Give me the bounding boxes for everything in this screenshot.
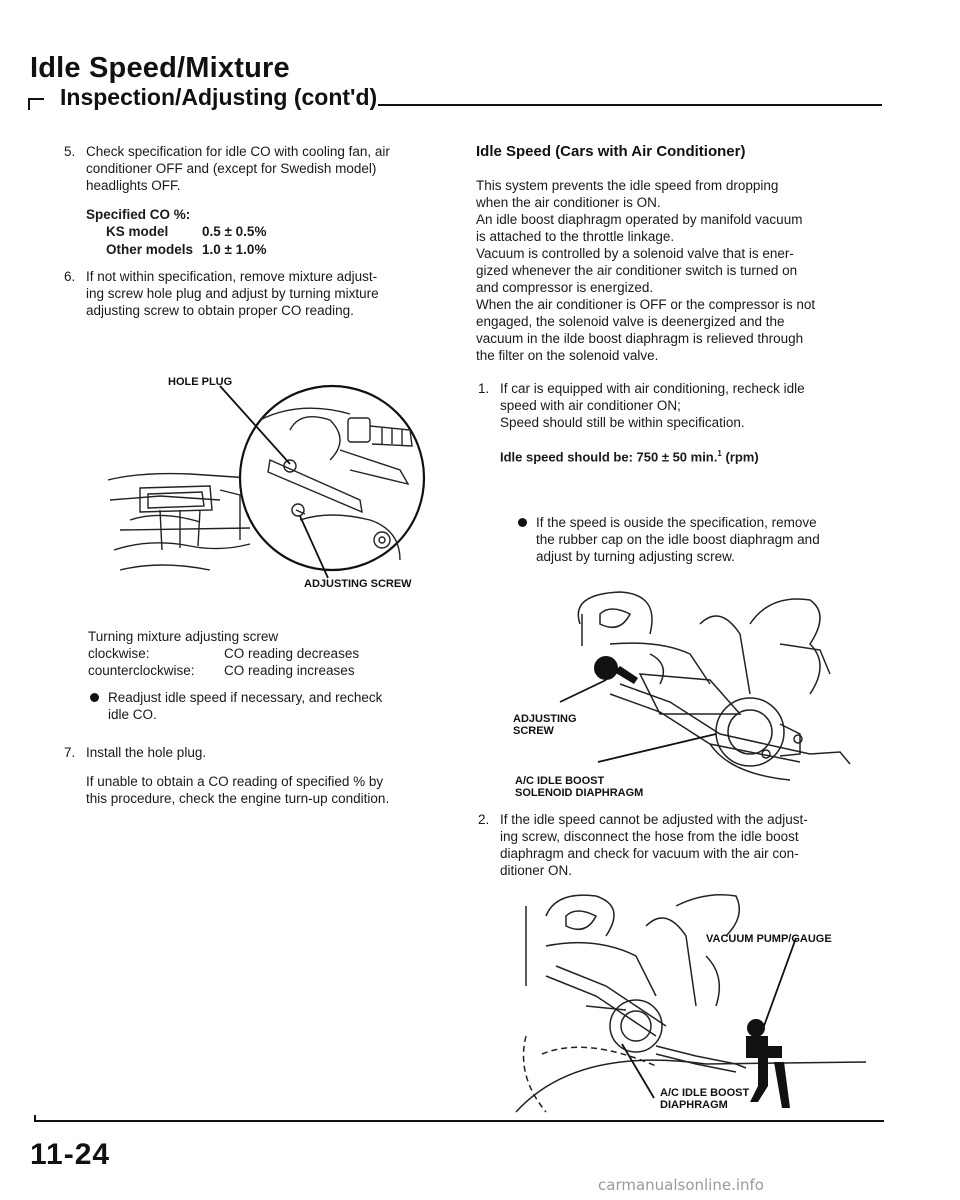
step-number: 6. bbox=[64, 269, 76, 284]
section-bracket-vertical bbox=[28, 98, 30, 110]
cw-label: clockwise: bbox=[88, 646, 150, 661]
text-line: adjusting screw to obtain proper CO reading. bbox=[86, 303, 354, 318]
text-line: and compressor is energized. bbox=[476, 280, 654, 295]
text-line: engaged, the solenoid valve is deenergized and the bbox=[476, 314, 785, 329]
hole-plug-figure bbox=[100, 360, 440, 600]
idle-speed-spec bbox=[500, 445, 878, 465]
right-bullet bbox=[518, 514, 878, 565]
text-line: If unable to obtain a CO reading of specified % by bbox=[86, 774, 384, 789]
text-line: the filter on the solenoid valve. bbox=[476, 348, 659, 363]
spec-ks-value: 0.5 ± 0.5% bbox=[202, 224, 267, 239]
left-bullet bbox=[90, 689, 450, 723]
ccw-value: CO reading increases bbox=[224, 663, 355, 678]
ccw-label: counterclockwise: bbox=[88, 663, 195, 678]
right-heading: Idle Speed (Cars with Air Conditioner) bbox=[476, 143, 746, 160]
page-number: 11-24 bbox=[30, 1138, 111, 1171]
text-line: When the air conditioner is OFF or the compressor is not bbox=[476, 297, 816, 312]
label-screw: SCREW bbox=[513, 725, 554, 737]
text-line: vacuum in the ilde boost diaphragm is relieved through bbox=[476, 331, 804, 346]
label-adjusting-screw: ADJUSTING SCREW bbox=[304, 578, 412, 590]
section-rule bbox=[378, 104, 882, 106]
label-diaphragm: DIAPHRAGM bbox=[660, 1099, 728, 1111]
text-line: ditioner ON. bbox=[500, 863, 573, 878]
text-line: If the speed is ouside the specification, remove bbox=[536, 515, 817, 530]
bullet-icon bbox=[518, 518, 527, 527]
section-bracket bbox=[28, 98, 44, 100]
watermark: carmanualsonline.info bbox=[598, 1176, 764, 1194]
text-line: speed with air conditioner ON; bbox=[500, 398, 681, 413]
turning-table bbox=[88, 628, 448, 679]
bottom-rule bbox=[34, 1120, 884, 1122]
text-line: diaphragm and check for vacuum with the air con- bbox=[500, 846, 799, 861]
text-line: is attached to the throttle linkage. bbox=[476, 229, 675, 244]
text-line: this procedure, check the engine turn-up condition. bbox=[86, 791, 390, 806]
text-line: An idle boost diaphragm operated by manifold vacuum bbox=[476, 212, 803, 227]
text-line: idle CO. bbox=[108, 707, 157, 722]
text-line: when the air conditioner is ON. bbox=[476, 195, 661, 210]
label-adjusting: ADJUSTING bbox=[513, 713, 577, 725]
bottom-rule-tick bbox=[34, 1115, 36, 1122]
label-ac-solenoid bbox=[515, 775, 643, 799]
spec-unit: (rpm) bbox=[725, 449, 759, 465]
vacuum-gauge-figure bbox=[506, 886, 876, 1116]
adjusting-screw-figure bbox=[510, 584, 880, 794]
section-title: Inspection/Adjusting (cont'd) bbox=[60, 84, 378, 110]
text-line: headlights OFF. bbox=[86, 178, 181, 193]
label-vacuum-pump-gauge: VACUUM PUMP/GAUGE bbox=[706, 933, 832, 945]
label-solenoid-diaphragm: SOLENOID DIAPHRAGM bbox=[515, 787, 644, 799]
label-adjusting-screw-2 bbox=[513, 713, 577, 737]
label-ac-idle-boost-2: A/C IDLE BOOST bbox=[660, 1087, 750, 1099]
step-number: 7. bbox=[64, 745, 76, 760]
text-line: This system prevents the idle speed from dropping bbox=[476, 178, 779, 193]
cw-value: CO reading decreases bbox=[224, 646, 360, 661]
text-line: ing screw hole plug and adjust by turning mixture bbox=[86, 286, 379, 301]
label-hole-plug: HOLE PLUG bbox=[168, 376, 233, 388]
page-title: Idle Speed/Mixture bbox=[30, 52, 290, 84]
turning-heading: Turning mixture adjusting screw bbox=[88, 629, 279, 644]
spec-ks-label: KS model bbox=[106, 224, 169, 239]
spec-other-label: Other models bbox=[106, 242, 194, 257]
text-line: If car is equipped with air conditioning, recheck idle bbox=[500, 381, 805, 396]
spec-heading: Specified CO %: bbox=[86, 207, 191, 222]
idle-speed-spec-text: Idle speed should be: 750 ± 50 min. bbox=[500, 449, 718, 465]
text-line: If not within specification, remove mixture adjust- bbox=[86, 269, 378, 284]
label-ac-idle-boost: A/C IDLE BOOST bbox=[515, 775, 605, 787]
step-number: 1. bbox=[478, 381, 490, 396]
text-line: the rubber cap on the idle boost diaphragm and bbox=[536, 532, 820, 547]
text-line: If the idle speed cannot be adjusted with the adjust- bbox=[500, 812, 808, 827]
step-number: 2. bbox=[478, 812, 490, 827]
text-line: gized whenever the air conditioner switch is turned on bbox=[476, 263, 798, 278]
spec-other-value: 1.0 ± 1.0% bbox=[202, 242, 267, 257]
text-line: conditioner OFF and (except for Swedish model) bbox=[86, 161, 377, 176]
step-number: 5. bbox=[64, 144, 76, 159]
bullet-icon bbox=[90, 693, 99, 702]
text-line: adjust by turning adjusting screw. bbox=[536, 549, 735, 564]
text-line: ing screw, disconnect the hose from the idle boost bbox=[500, 829, 799, 844]
text-line: Speed should still be within specification. bbox=[500, 415, 745, 430]
text-line: Check specification for idle CO with cooling fan, air bbox=[86, 144, 390, 159]
text-line: Vacuum is controlled by a solenoid valve that is ener- bbox=[476, 246, 794, 261]
text-line: Install the hole plug. bbox=[86, 745, 207, 760]
text-line: Readjust idle speed if necessary, and recheck bbox=[108, 690, 383, 705]
intro-paragraph bbox=[476, 177, 876, 364]
spec-superscript: 1 bbox=[717, 449, 722, 458]
label-ac-boost-diaphragm bbox=[660, 1087, 749, 1111]
